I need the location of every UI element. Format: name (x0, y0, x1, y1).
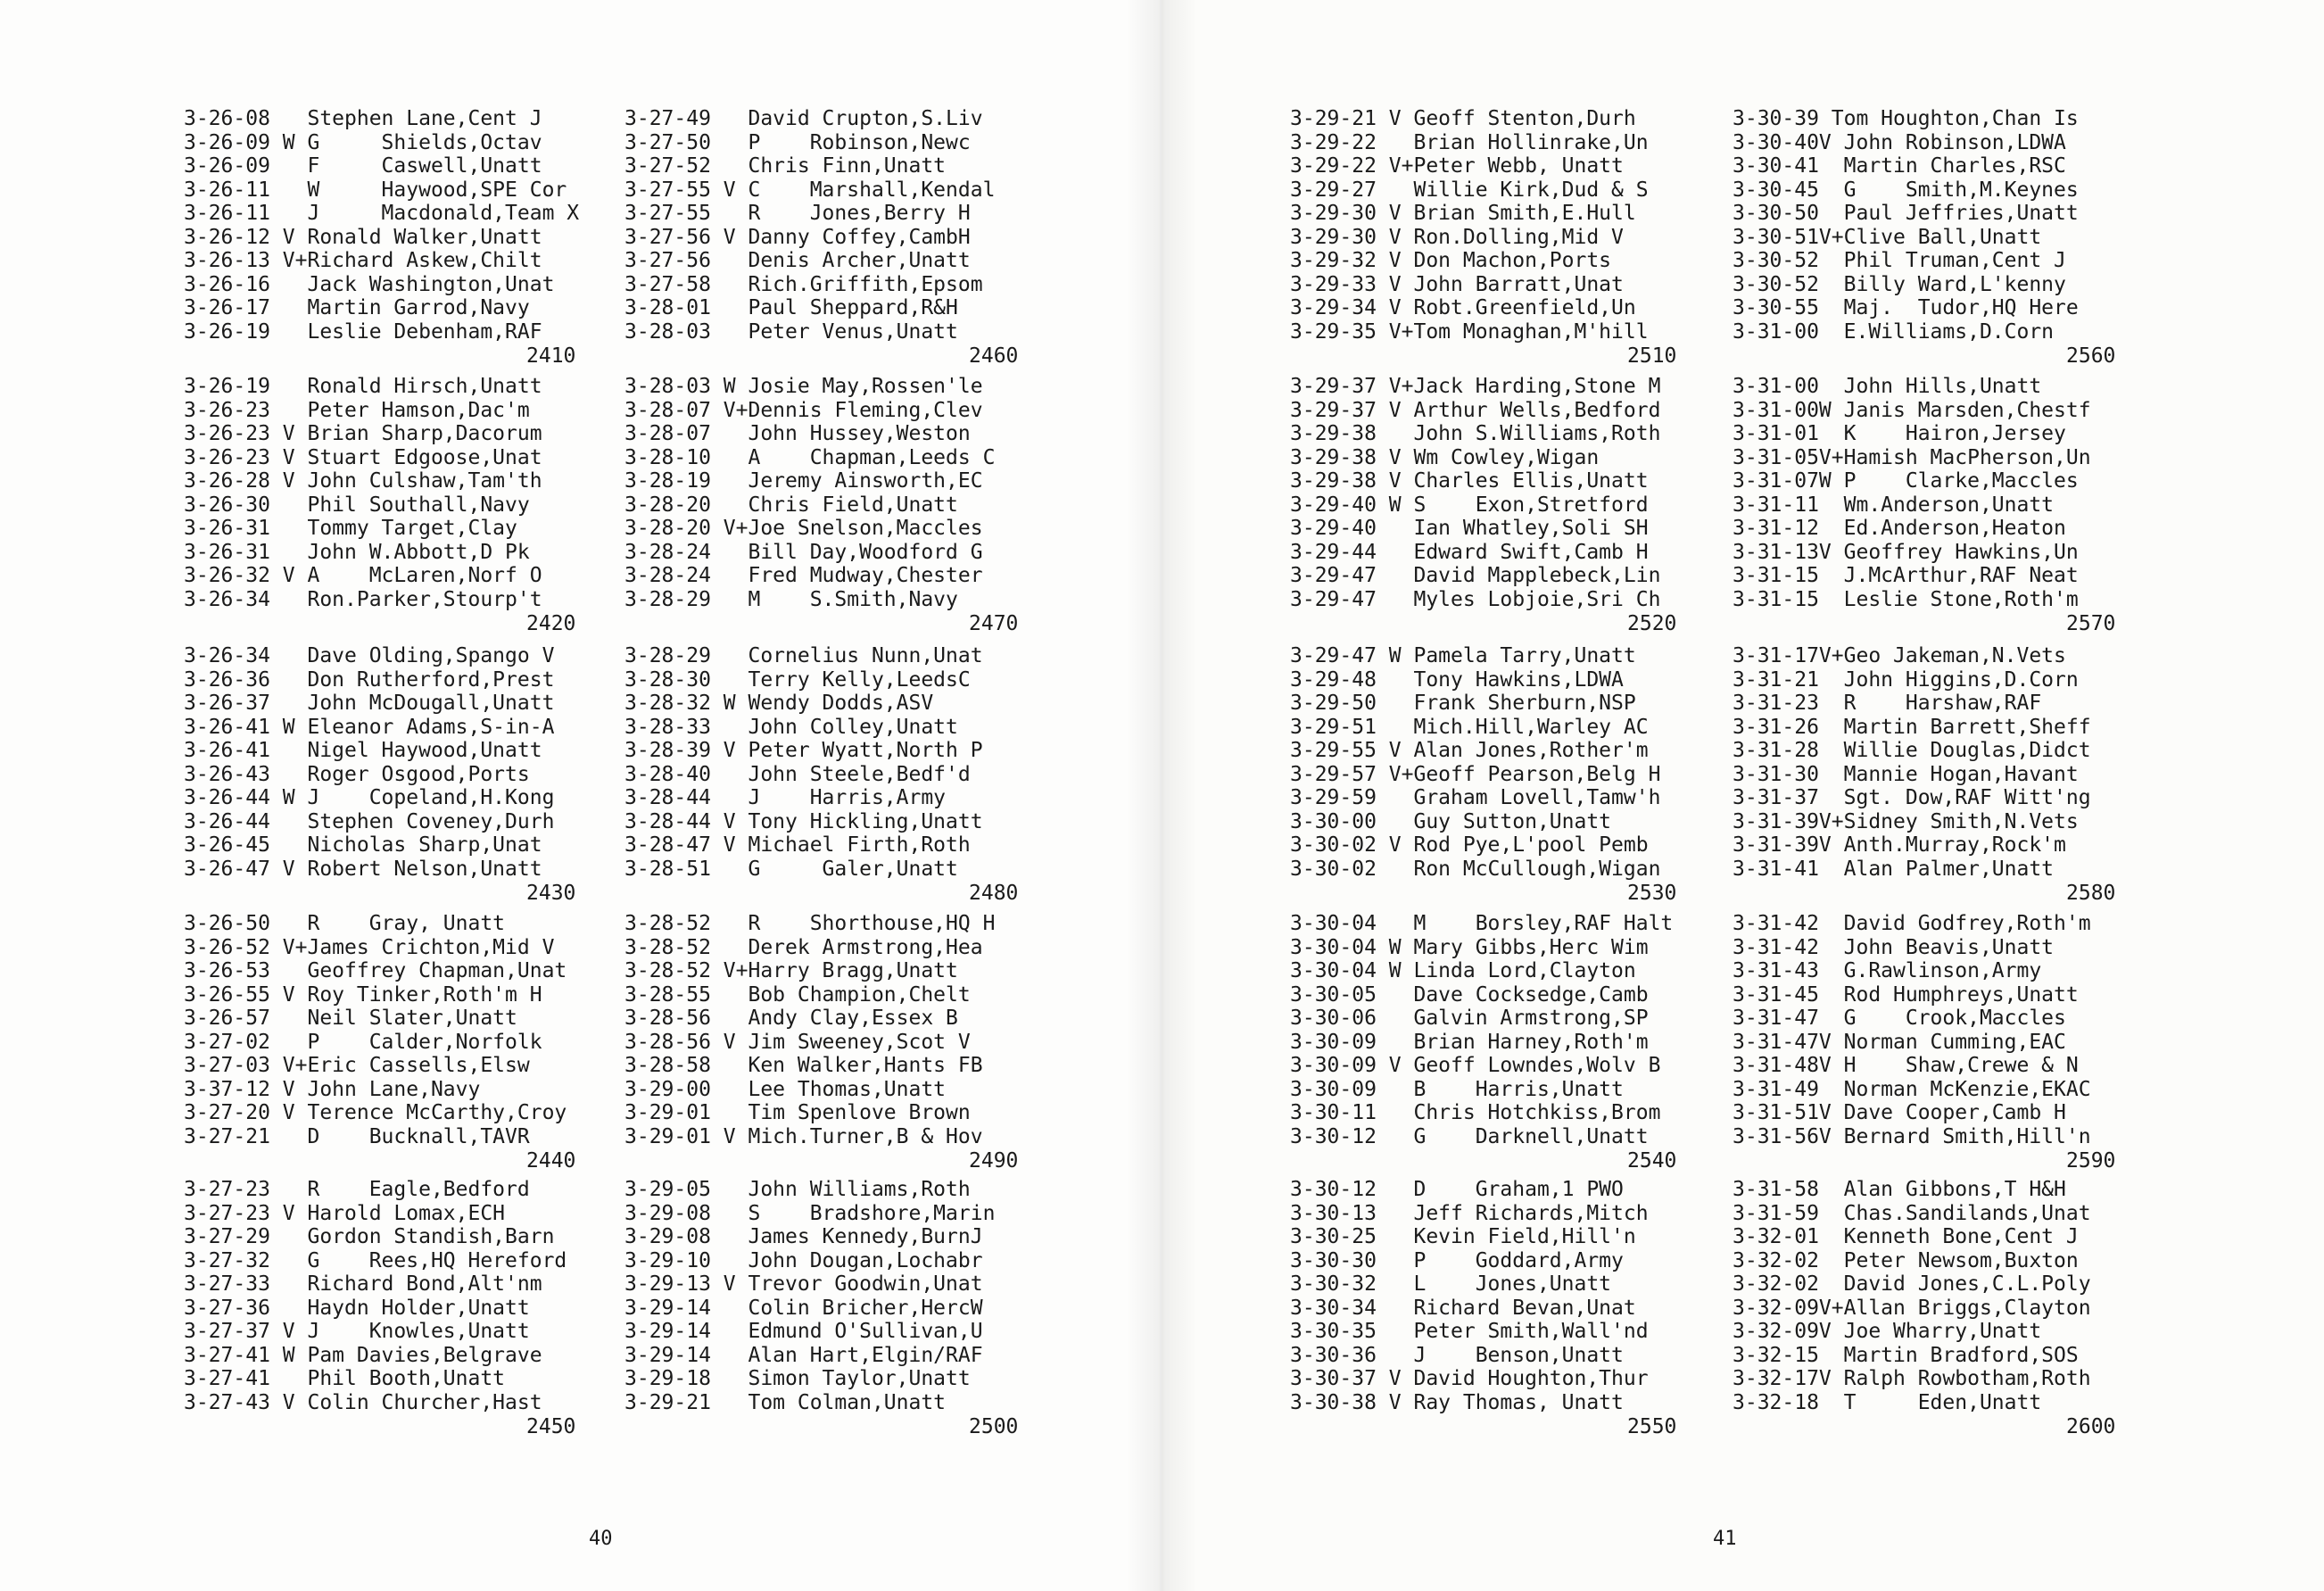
result-line: 3-29-18 Simon Taylor,Unatt (624, 1367, 971, 1390)
result-line: 3-30-09 Brian Harney,Roth'm (1290, 1030, 1649, 1054)
cumulative-count-right: 2470 (969, 612, 1019, 635)
result-line: 3-31-00 E.Williams,D.Corn (1733, 319, 2055, 344)
result-line: 3-29-21 Tom Colman,Unatt (624, 1390, 947, 1414)
result-line: 3-27-37 V J Knowles,Unatt (184, 1320, 530, 1343)
result-line: 3-29-47 David Mapplebeck,Lin (1290, 564, 1661, 587)
results-column-left (1290, 1178, 1649, 1414)
result-line: 3-27-50 P Robinson,Newc (624, 130, 971, 154)
result-line: 3-27-23 V Harold Lomax,ECH (184, 1201, 506, 1225)
result-line: 3-29-33 V John Barratt,Unat (1290, 272, 1624, 296)
result-line: 3-26-32 V A McLaren,Norf O (184, 564, 542, 587)
result-line: 3-31-17V+Geo Jakeman,N.Vets (1733, 644, 2066, 667)
result-line: 3-30-11 Chris Hotchkiss,Brom (1290, 1101, 1661, 1124)
result-line: 3-26-50 R Gray, Unatt (184, 912, 506, 935)
result-line: 3-32-09V+Allan Briggs,Clayton (1733, 1296, 2091, 1320)
result-line: 3-30-02 V Rod Pye,L'pool Pemb (1290, 833, 1649, 857)
result-line: 3-27-41 Phil Booth,Unatt (184, 1367, 506, 1390)
result-line: 3-30-12 D Graham,1 PWO (1290, 1178, 1624, 1201)
result-line: 3-26-43 Roger Osgood,Ports (184, 762, 530, 786)
result-line: 3-30-37 V David Houghton,Thur (1290, 1367, 1649, 1390)
results-column-right (624, 912, 995, 1148)
result-line: 3-29-38 V Charles Ellis,Unatt (1290, 469, 1649, 493)
result-line: 3-30-35 Peter Smith,Wall'nd (1290, 1320, 1649, 1343)
cumulative-count-left: 2540 (1627, 1149, 1677, 1173)
result-line: 3-32-01 Kenneth Bone,Cent J (1733, 1225, 2079, 1248)
result-line: 3-32-09V Joe Wharry,Unatt (1733, 1320, 2042, 1343)
result-line: 3-26-53 Geoffrey Chapman,Unat (184, 959, 567, 982)
result-line: 3-29-08 James Kennedy,BurnJ (624, 1225, 983, 1248)
result-line: 3-27-52 Chris Finn,Unatt (624, 154, 947, 178)
result-line: 3-30-52 Phil Truman,Cent J (1733, 249, 2066, 272)
result-line: 3-27-43 V Colin Churcher,Hast (184, 1390, 542, 1414)
result-line: 3-29-32 V Don Machon,Ports (1290, 249, 1612, 272)
result-line: 3-31-49 Norman McKenzie,EKAC (1733, 1077, 2091, 1101)
result-line: 3-29-51 Mich.Hill,Warley AC (1290, 715, 1649, 739)
result-line: 3-27-41 W Pam Davies,Belgrave (184, 1343, 542, 1367)
result-line: 3-28-40 John Steele,Bedf'd (624, 762, 971, 786)
result-line: 3-26-23 V Stuart Edgoose,Unat (184, 445, 542, 469)
result-line: 3-28-52 R Shorthouse,HQ H (624, 912, 996, 935)
result-line: 3-31-42 John Beavis,Unatt (1733, 935, 2055, 959)
result-line: 3-28-32 W Wendy Dodds,ASV (624, 692, 934, 715)
result-line: 3-27-33 Richard Bond,Alt'nm (184, 1272, 542, 1296)
result-line: 3-30-00 Guy Sutton,Unatt (1290, 809, 1612, 833)
result-line: 3-31-41 Alan Palmer,Unatt (1733, 857, 2055, 881)
results-column-left (1290, 375, 1660, 611)
result-line: 3-27-29 Gordon Standish,Barn (184, 1225, 555, 1248)
result-line: 3-26-08 Stephen Lane,Cent J (184, 107, 542, 130)
cumulative-count-right: 2560 (2066, 344, 2116, 368)
result-line: 3-28-39 V Peter Wyatt,North P (624, 739, 983, 762)
results-column-left (184, 1178, 567, 1414)
result-line: 3-31-11 Wm.Anderson,Unatt (1733, 493, 2055, 517)
result-line: 3-30-50 Paul Jeffries,Unatt (1733, 202, 2079, 225)
result-line: 3-31-47 G Crook,Maccles (1733, 1007, 2066, 1030)
result-line: 3-26-09 W G Shields,Octav (184, 130, 542, 154)
result-line: 3-26-45 Nicholas Sharp,Unat (184, 833, 542, 857)
result-line: 3-30-05 Dave Cocksedge,Camb (1290, 982, 1649, 1007)
cumulative-count-left: 2440 (526, 1149, 576, 1173)
result-line: 3-26-19 Leslie Debenham,RAF (184, 319, 542, 344)
cumulative-count-left: 2520 (1627, 612, 1677, 635)
result-line: 3-28-30 Terry Kelly,LeedsC (624, 667, 971, 692)
result-line: 3-29-40 W S Exon,Stretford (1290, 493, 1649, 517)
result-line: 3-30-30 P Goddard,Army (1290, 1248, 1624, 1272)
result-line: 3-27-55 V C Marshall,Kendal (624, 178, 996, 202)
result-line: 3-30-32 L Jones,Unatt (1290, 1272, 1612, 1296)
cumulative-count-left: 2410 (526, 344, 576, 368)
cumulative-count-left: 2420 (526, 612, 576, 635)
result-line: 3-29-30 V Ron.Dolling,Mid V (1290, 225, 1624, 249)
result-line: 3-29-13 V Trevor Goodwin,Unat (624, 1272, 983, 1296)
result-line: 3-26-52 V+James Crichton,Mid V (184, 935, 555, 959)
result-line: 3-27-56 Denis Archer,Unatt (624, 249, 971, 272)
result-line: 3-29-57 V+Geoff Pearson,Belg H (1290, 762, 1661, 786)
result-line: 3-30-09 V Geoff Lowndes,Wolv B (1290, 1054, 1661, 1077)
result-line: 3-26-17 Martin Garrod,Navy (184, 296, 530, 319)
results-column-right (1733, 644, 2091, 881)
cumulative-count-left: 2530 (1627, 882, 1677, 905)
result-line: 3-27-36 Haydn Holder,Unatt (184, 1296, 530, 1320)
result-line: 3-26-12 V Ronald Walker,Unatt (184, 225, 542, 249)
result-line: 3-30-25 Kevin Field,Hill'n (1290, 1225, 1636, 1248)
result-line: 3-28-52 V+Harry Bragg,Unatt (624, 959, 958, 982)
result-line: 3-31-15 Leslie Stone,Roth'm (1733, 587, 2079, 611)
result-line: 3-29-34 V Robt.Greenfield,Un (1290, 296, 1636, 319)
result-line: 3-26-23 Peter Hamson,Dac'm (184, 398, 530, 422)
results-column-left (184, 912, 567, 1148)
result-line: 3-28-47 V Michael Firth,Roth (624, 833, 971, 857)
results-column-left (1290, 644, 1660, 881)
results-column-right (1733, 912, 2091, 1148)
result-line: 3-28-01 Paul Sheppard,R&H (624, 296, 958, 319)
cumulative-count-right: 2600 (2066, 1415, 2116, 1438)
result-line: 3-29-14 Edmund O'Sullivan,U (624, 1320, 983, 1343)
result-line: 3-26-36 Don Rutherford,Prest (184, 667, 555, 692)
result-line: 3-26-23 V Brian Sharp,Dacorum (184, 422, 542, 445)
result-line: 3-31-05V+Hamish MacPherson,Un (1733, 445, 2091, 469)
result-line: 3-29-22 V+Peter Webb, Unatt (1290, 154, 1624, 178)
page-number: 41 (1713, 1528, 1737, 1550)
result-line: 3-26-34 Ron.Parker,Stourp't (184, 587, 542, 611)
result-line: 3-29-27 Willie Kirk,Dud & S (1290, 178, 1649, 202)
result-line: 3-27-20 V Terence McCarthy,Croy (184, 1101, 567, 1124)
result-line: 3-27-49 David Crupton,S.Liv (624, 107, 983, 130)
cumulative-count-right: 2480 (969, 882, 1019, 905)
result-line: 3-26-41 Nigel Haywood,Unatt (184, 739, 542, 762)
result-line: 3-32-18 T Eden,Unatt (1733, 1390, 2042, 1414)
result-line: 3-30-40V John Robinson,LDWA (1733, 130, 2066, 154)
results-column-left (184, 107, 579, 344)
result-line: 3-26-41 W Eleanor Adams,S-in-A (184, 715, 555, 739)
results-column-right (624, 107, 995, 344)
result-line: 3-31-48V H Shaw,Crewe & N (1733, 1054, 2079, 1077)
result-line: 3-28-56 V Jim Sweeney,Scot V (624, 1030, 971, 1054)
result-line: 3-30-06 Galvin Armstrong,SP (1290, 1007, 1649, 1030)
result-line: 3-31-42 David Godfrey,Roth'm (1733, 912, 2091, 935)
results-column-left (1290, 912, 1673, 1148)
result-line: 3-27-02 P Calder,Norfolk (184, 1030, 542, 1054)
result-line: 3-28-51 G Galer,Unatt (624, 857, 958, 881)
result-line: 3-30-39 Tom Houghton,Chan Is (1733, 107, 2079, 130)
cumulative-count-left: 2430 (526, 882, 576, 905)
result-line: 3-32-15 Martin Bradford,SOS (1733, 1343, 2079, 1367)
result-line: 3-31-00 John Hills,Unatt (1733, 375, 2042, 398)
result-line: 3-32-02 David Jones,C.L.Poly (1733, 1272, 2091, 1296)
result-line: 3-28-29 M S.Smith,Navy (624, 587, 958, 611)
result-line: 3-26-37 John McDougall,Unatt (184, 692, 555, 715)
result-line: 3-26-19 Ronald Hirsch,Unatt (184, 375, 542, 398)
result-line: 3-28-24 Bill Day,Woodford G (624, 540, 983, 564)
results-column-right (624, 644, 983, 881)
results-column-right (624, 375, 995, 611)
results-column-left (184, 375, 542, 611)
result-line: 3-26-11 W Haywood,SPE Cor (184, 178, 567, 202)
result-line: 3-29-14 Alan Hart,Elgin/RAF (624, 1343, 983, 1367)
result-line: 3-28-58 Ken Walker,Hants FB (624, 1054, 983, 1077)
result-line: 3-28-24 Fred Mudway,Chester (624, 564, 983, 587)
results-column-right (624, 1178, 995, 1414)
result-line: 3-28-29 Cornelius Nunn,Unat (624, 644, 983, 667)
result-line: 3-31-07W P Clarke,Maccles (1733, 469, 2079, 493)
result-line: 3-31-37 Sgt. Dow,RAF Witt'ng (1733, 786, 2091, 809)
results-column-right (1733, 107, 2079, 344)
result-line: 3-29-48 Tony Hawkins,LDWA (1290, 667, 1624, 692)
result-line: 3-28-10 A Chapman,Leeds C (624, 445, 996, 469)
result-line: 3-26-13 V+Richard Askew,Chilt (184, 249, 542, 272)
results-column-left (1290, 107, 1649, 344)
result-line: 3-28-44 J Harris,Army (624, 786, 947, 809)
result-line: 3-30-02 Ron McCullough,Wigan (1290, 857, 1661, 881)
result-line: 3-29-14 Colin Bricher,HercW (624, 1296, 983, 1320)
cumulative-count-right: 2500 (969, 1415, 1019, 1438)
result-line: 3-29-47 W Pamela Tarry,Unatt (1290, 644, 1636, 667)
cumulative-count-right: 2490 (969, 1149, 1019, 1173)
cumulative-count-right: 2580 (2066, 882, 2116, 905)
result-line: 3-27-58 Rich.Griffith,Epsom (624, 272, 983, 296)
result-line: 3-26-44 W J Copeland,H.Kong (184, 786, 555, 809)
result-line: 3-26-34 Dave Olding,Spango V (184, 644, 555, 667)
result-line: 3-29-01 Tim Spenlove Brown (624, 1101, 971, 1124)
result-line: 3-30-55 Maj. Tudor,HQ Here (1733, 296, 2079, 319)
result-line: 3-27-55 R Jones,Berry H (624, 202, 971, 225)
result-line: 3-30-04 W Linda Lord,Clayton (1290, 959, 1636, 982)
cumulative-count-left: 2510 (1627, 344, 1677, 368)
result-line: 3-31-01 K Hairon,Jersey (1733, 422, 2066, 445)
result-line: 3-29-55 V Alan Jones,Rother'm (1290, 739, 1649, 762)
cumulative-count-right: 2570 (2066, 612, 2116, 635)
result-line: 3-29-37 V Arthur Wells,Bedford (1290, 398, 1661, 422)
result-line: 3-31-15 J.McArthur,RAF Neat (1733, 564, 2079, 587)
result-line: 3-28-55 Bob Champion,Chelt (624, 982, 971, 1007)
result-line: 3-29-01 V Mich.Turner,B & Hov (624, 1124, 983, 1148)
result-line: 3-31-13V Geoffrey Hawkins,Un (1733, 540, 2079, 564)
result-line: 3-32-02 Peter Newsom,Buxton (1733, 1248, 2079, 1272)
result-line: 3-30-38 V Ray Thomas, Unatt (1290, 1390, 1624, 1414)
result-line: 3-28-20 V+Joe Snelson,Maccles (624, 517, 983, 540)
result-line: 3-31-56V Bernard Smith,Hill'n (1733, 1124, 2091, 1148)
result-line: 3-29-50 Frank Sherburn,NSP (1290, 692, 1636, 715)
result-line: 3-31-00W Janis Marsden,Chestf (1733, 398, 2091, 422)
result-line: 3-29-22 Brian Hollinrake,Un (1290, 130, 1649, 154)
result-line: 3-30-12 G Darknell,Unatt (1290, 1124, 1649, 1148)
results-column-right (1733, 1178, 2091, 1414)
result-line: 3-30-04 M Borsley,RAF Halt (1290, 912, 1674, 935)
result-line: 3-30-34 Richard Bevan,Unat (1290, 1296, 1636, 1320)
result-line: 3-29-38 John S.Williams,Roth (1290, 422, 1661, 445)
result-line: 3-31-39V+Sidney Smith,N.Vets (1733, 809, 2079, 833)
result-line: 3-27-32 G Rees,HQ Hereford (184, 1248, 567, 1272)
result-line: 3-28-33 John Colley,Unatt (624, 715, 958, 739)
result-line: 3-31-21 John Higgins,D.Corn (1733, 667, 2079, 692)
result-line: 3-31-58 Alan Gibbons,T H&H (1733, 1178, 2066, 1201)
result-line: 3-30-13 Jeff Richards,Mitch (1290, 1201, 1649, 1225)
result-line: 3-30-51V+Clive Ball,Unatt (1733, 225, 2042, 249)
result-line: 3-29-47 Myles Lobjoie,Sri Ch (1290, 587, 1661, 611)
result-line: 3-29-59 Graham Lovell,Tamw'h (1290, 786, 1661, 809)
cumulative-count-right: 2460 (969, 344, 1019, 368)
result-line: 3-28-56 Andy Clay,Essex B (624, 1007, 958, 1030)
cumulative-count-left: 2550 (1627, 1415, 1677, 1438)
result-line: 3-26-47 V Robert Nelson,Unatt (184, 857, 542, 881)
result-line: 3-29-10 John Dougan,Lochabr (624, 1248, 983, 1272)
result-line: 3-26-31 Tommy Target,Clay (184, 517, 517, 540)
result-line: 3-27-21 D Bucknall,TAVR (184, 1124, 530, 1148)
cumulative-count-right: 2590 (2066, 1149, 2116, 1173)
result-line: 3-26-57 Neil Slater,Unatt (184, 1007, 517, 1030)
result-line: 3-28-19 Jeremy Ainsworth,EC (624, 469, 983, 493)
result-line: 3-30-09 B Harris,Unatt (1290, 1077, 1624, 1101)
result-line: 3-28-52 Derek Armstrong,Hea (624, 935, 983, 959)
result-line: 3-26-11 J Macdonald,Team X (184, 202, 580, 225)
result-line: 3-28-07 V+Dennis Fleming,Clev (624, 398, 983, 422)
result-line: 3-26-16 Jack Washington,Unat (184, 272, 555, 296)
result-line: 3-29-21 V Geoff Stenton,Durh (1290, 107, 1636, 130)
result-line: 3-30-45 G Smith,M.Keynes (1733, 178, 2079, 202)
result-line: 3-31-23 R Harshaw,RAF (1733, 692, 2042, 715)
result-line: 3-26-44 Stephen Coveney,Durh (184, 809, 555, 833)
result-line: 3-28-03 W Josie May,Rossen'le (624, 375, 983, 398)
result-line: 3-29-38 V Wm Cowley,Wigan (1290, 445, 1600, 469)
result-line: 3-27-03 V+Eric Cassells,Elsw (184, 1054, 530, 1077)
result-line: 3-27-56 V Danny Coffey,CambH (624, 225, 971, 249)
result-line: 3-37-12 V John Lane,Navy (184, 1077, 481, 1101)
cumulative-count-left: 2450 (526, 1415, 576, 1438)
result-line: 3-29-00 Lee Thomas,Unatt (624, 1077, 947, 1101)
result-line: 3-26-28 V John Culshaw,Tam'th (184, 469, 542, 493)
result-line: 3-30-04 W Mary Gibbs,Herc Wim (1290, 935, 1649, 959)
result-line: 3-29-40 Ian Whatley,Soli SH (1290, 517, 1649, 540)
result-line: 3-26-55 V Roy Tinker,Roth'm H (184, 982, 542, 1007)
result-line: 3-29-37 V+Jack Harding,Stone M (1290, 375, 1661, 398)
result-line: 3-28-20 Chris Field,Unatt (624, 493, 958, 517)
result-line: 3-31-12 Ed.Anderson,Heaton (1733, 517, 2066, 540)
book-gutter (1126, 0, 1197, 1591)
result-line: 3-29-44 Edward Swift,Camb H (1290, 540, 1649, 564)
result-line: 3-26-31 John W.Abbott,D Pk (184, 540, 530, 564)
result-line: 3-31-43 G.Rawlinson,Army (1733, 959, 2042, 982)
result-line: 3-28-07 John Hussey,Weston (624, 422, 971, 445)
result-line: 3-28-03 Peter Venus,Unatt (624, 319, 958, 344)
result-line: 3-29-08 S Bradshore,Marin (624, 1201, 996, 1225)
result-line: 3-30-52 Billy Ward,L'kenny (1733, 272, 2066, 296)
result-line: 3-29-30 V Brian Smith,E.Hull (1290, 202, 1636, 225)
result-line: 3-30-36 J Benson,Unatt (1290, 1343, 1624, 1367)
result-line: 3-29-35 V+Tom Monaghan,M'hill (1290, 319, 1649, 344)
result-line: 3-31-47V Norman Cumming,EAC (1733, 1030, 2066, 1054)
page-number: 40 (589, 1528, 613, 1550)
result-line: 3-31-51V Dave Cooper,Camb H (1733, 1101, 2066, 1124)
result-line: 3-28-44 V Tony Hickling,Unatt (624, 809, 983, 833)
results-column-right (1733, 375, 2091, 611)
results-column-left (184, 644, 554, 881)
result-line: 3-31-59 Chas.Sandilands,Unat (1733, 1201, 2091, 1225)
result-line: 3-26-09 F Caswell,Unatt (184, 154, 542, 178)
result-line: 3-31-39V Anth.Murray,Rock'm (1733, 833, 2066, 857)
result-line: 3-31-45 Rod Humphreys,Unatt (1733, 982, 2079, 1007)
page-right (1162, 0, 2324, 1591)
result-line: 3-30-41 Martin Charles,RSC (1733, 154, 2066, 178)
result-line: 3-32-17V Ralph Rowbotham,Roth (1733, 1367, 2091, 1390)
result-line: 3-31-30 Mannie Hogan,Havant (1733, 762, 2079, 786)
result-line: 3-29-05 John Williams,Roth (624, 1178, 971, 1201)
result-line: 3-31-28 Willie Douglas,Didct (1733, 739, 2091, 762)
result-line: 3-26-30 Phil Southall,Navy (184, 493, 530, 517)
result-line: 3-27-23 R Eagle,Bedford (184, 1178, 530, 1201)
result-line: 3-31-26 Martin Barrett,Sheff (1733, 715, 2091, 739)
